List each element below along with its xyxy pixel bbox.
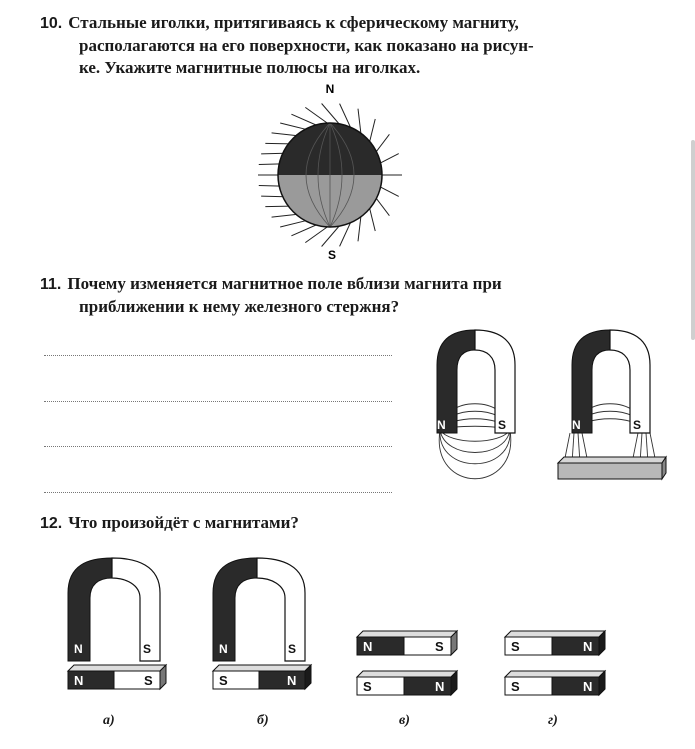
horseshoe-right-half xyxy=(112,558,160,661)
spherical-magnet-figure xyxy=(270,82,390,265)
figure-b xyxy=(205,553,325,703)
needle xyxy=(379,154,399,164)
question-number: 11. xyxy=(40,276,62,293)
north-label: N xyxy=(572,418,581,432)
bar-magnet-top xyxy=(505,631,605,655)
south-label: S xyxy=(633,418,642,432)
bar-magnet-bottom xyxy=(357,671,457,695)
north-label: N xyxy=(583,679,593,694)
bar-magnet xyxy=(213,665,311,689)
question-text-line: приближении к нему железного стержня? xyxy=(79,297,400,316)
needle xyxy=(261,196,285,197)
question-12 xyxy=(40,512,665,535)
question-text-line: ке. Укажите магнитные полюсы на иголках. xyxy=(79,58,421,77)
needle xyxy=(291,114,318,126)
bar-magnet xyxy=(68,665,166,689)
needle xyxy=(272,133,299,136)
south-label: S xyxy=(435,639,444,654)
question-10 xyxy=(40,12,665,79)
south-label: S xyxy=(511,679,520,694)
question-text-line: Почему изменяется магнитное поле вблизи магнита при xyxy=(67,274,502,293)
south-label: S xyxy=(143,642,152,656)
north-label: N xyxy=(74,642,83,656)
horseshoe-iron-figure xyxy=(550,325,670,505)
answer-line[interactable] xyxy=(44,492,392,493)
south-label: S xyxy=(144,673,153,688)
needle xyxy=(280,220,308,227)
needle xyxy=(272,214,299,217)
question-text-line: Что произойдёт с магнитами? xyxy=(68,513,299,532)
question-11 xyxy=(40,273,665,318)
question-number: 10. xyxy=(40,15,63,32)
needle xyxy=(379,186,399,196)
answer-line[interactable] xyxy=(44,355,392,356)
bar-magnet-top xyxy=(357,631,457,655)
south-label: S xyxy=(498,418,507,432)
caption-g: г) xyxy=(548,713,558,728)
bar-magnet-bottom xyxy=(505,671,605,695)
north-label: N xyxy=(437,418,446,432)
needle xyxy=(375,134,389,153)
horseshoe-right-half xyxy=(475,330,515,433)
caption-b: б) xyxy=(257,713,269,728)
horseshoe-right-half xyxy=(257,558,305,661)
iron-bar xyxy=(558,463,662,479)
question-number: 12. xyxy=(40,515,63,532)
figure-v xyxy=(355,625,475,705)
horseshoe-field-figure xyxy=(415,325,535,505)
south-pole-label: S xyxy=(327,248,337,262)
south-label: S xyxy=(511,639,520,654)
north-pole-label: N xyxy=(325,82,335,96)
south-label: S xyxy=(219,673,228,688)
north-label: N xyxy=(219,642,228,656)
north-label: N xyxy=(74,673,84,688)
needle xyxy=(291,224,318,236)
horseshoe-right-half xyxy=(610,330,650,433)
south-label: S xyxy=(363,679,372,694)
caption-v: в) xyxy=(399,713,410,728)
north-label: N xyxy=(287,673,297,688)
figure-g xyxy=(503,625,623,705)
needle xyxy=(280,123,308,130)
needle xyxy=(369,119,375,144)
caption-a: а) xyxy=(103,713,115,728)
needle xyxy=(375,197,389,216)
south-label: S xyxy=(288,642,297,656)
needle xyxy=(369,206,375,231)
scrollbar[interactable] xyxy=(691,140,695,340)
needle xyxy=(259,164,281,165)
answer-line[interactable] xyxy=(44,446,392,447)
question-text-line: располагаются на его поверхности, как показано на рисун- xyxy=(79,36,534,55)
figure-a xyxy=(60,553,180,703)
north-label: N xyxy=(435,679,445,694)
needle xyxy=(259,186,281,187)
north-label: N xyxy=(583,639,593,654)
needle xyxy=(261,153,285,154)
question-text-line: Стальные иголки, притягиваясь к сферическому магниту, xyxy=(68,13,519,32)
north-label: N xyxy=(363,639,373,654)
answer-line[interactable] xyxy=(44,401,392,402)
